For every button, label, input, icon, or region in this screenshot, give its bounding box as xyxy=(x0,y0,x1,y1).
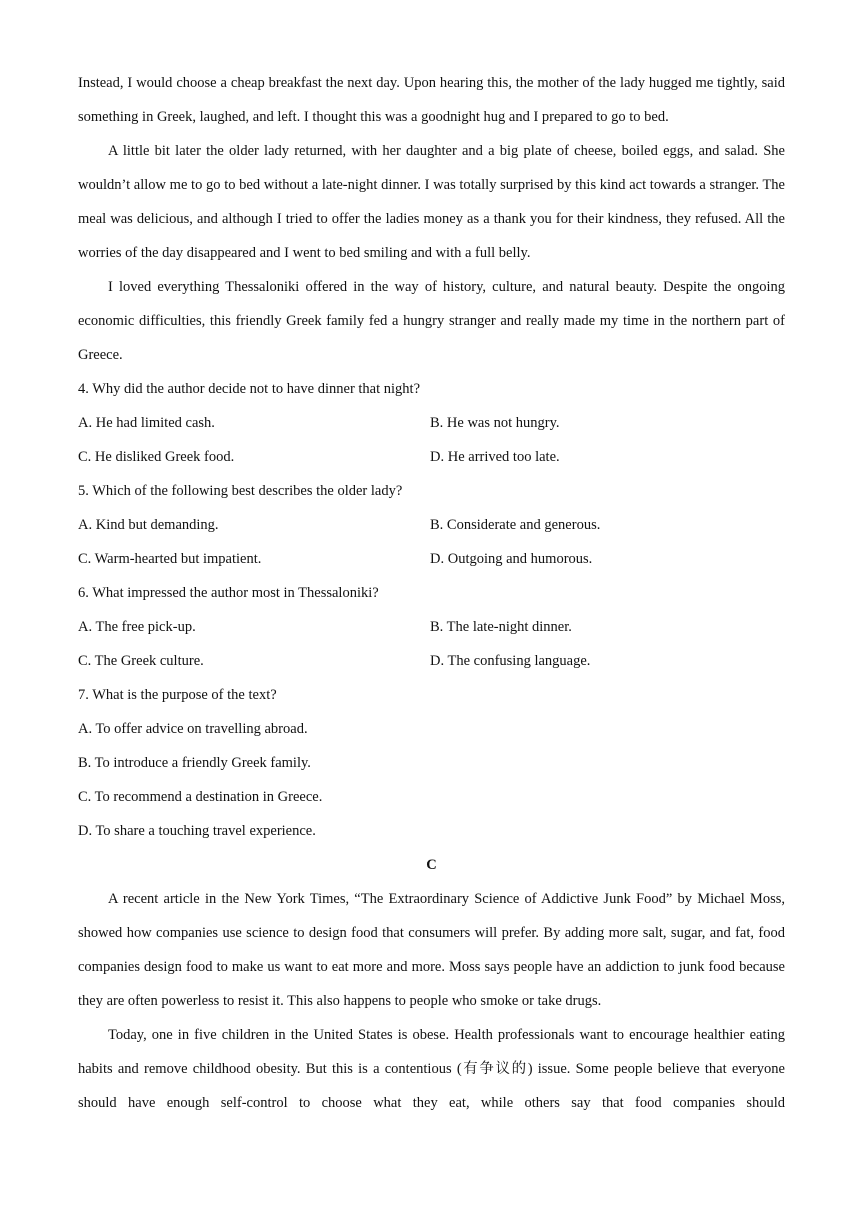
option-a: A. He had limited cash. xyxy=(78,415,215,431)
question-5 xyxy=(78,474,785,576)
section-heading: C xyxy=(426,857,437,873)
option-d: D. Outgoing and humorous. xyxy=(430,551,593,567)
option-b: B. To introduce a friendly Greek family. xyxy=(78,755,311,771)
question-6 xyxy=(78,576,785,678)
passage-paragraph: A little bit later the older lady returned, with her daughter and a big plate of cheese, boiled eggs, and salad. She wouldn’t allow me to go to bed without a late-night dinner. I was totally surprised by this kind act towards a stranger. The meal was delicious, and although I tried to offer the ladies money as a thank you for their kindness, they refused. All the worries of the day disappeared and I went to bed smiling and with a full belly. xyxy=(78,143,785,261)
option-c: C. To recommend a destination in Greece. xyxy=(78,789,323,805)
option-a: A. To offer advice on travelling abroad. xyxy=(78,721,308,737)
option-b: B. The late-night dinner. xyxy=(430,619,572,635)
option-b: B. Considerate and generous. xyxy=(430,517,601,533)
question-text: 7. What is the purpose of the text? xyxy=(78,687,277,703)
option-a: A. Kind but demanding. xyxy=(78,517,219,533)
option-d: D. To share a touching travel experience. xyxy=(78,823,316,839)
document-content xyxy=(78,66,785,1120)
passage-paragraph: I loved everything Thessaloniki offered in the way of history, culture, and natural beauty. Despite the ongoing economic difficulties, this friendly Greek family fed a hungry stranger and really made my time in the northern part of Greece. xyxy=(78,279,785,363)
question-text: 6. What impressed the author most in Thessaloniki? xyxy=(78,585,379,601)
option-d: D. He arrived too late. xyxy=(430,449,560,465)
option-b: B. He was not hungry. xyxy=(430,415,560,431)
passage-paragraph: A recent article in the New York Times, “The Extraordinary Science of Addictive Junk Food” by Michael Moss, showed how companies use science to design food that consumers will prefer. By adding more salt, sugar, and fat, food companies design food to make us want to eat more and more. Moss says people have an addiction to junk food because they are often powerless to resist it. This also happens to people who smoke or take drugs. xyxy=(78,891,785,1009)
question-7 xyxy=(78,678,785,848)
passage-paragraph: Today, one in five children in the United States is obese. Health professionals want to encourage healthier eating habits and remove childhood obesity. But this is a contentious (有争议的) issue. Some people believe that everyone should have enough self-control to choose what they eat, while others say that food companies should xyxy=(78,1027,785,1111)
option-c: C. Warm-hearted but impatient. xyxy=(78,551,262,567)
option-d: D. The confusing language. xyxy=(430,653,591,669)
question-4 xyxy=(78,372,785,474)
question-text: 5. Which of the following best describes the older lady? xyxy=(78,483,403,499)
question-text: 4. Why did the author decide not to have dinner that night? xyxy=(78,381,421,397)
passage-paragraph: Instead, I would choose a cheap breakfast the next day. Upon hearing this, the mother of the lady hugged me tightly, said something in Greek, laughed, and left. I thought this was a goodnight hug and I prepared to go to bed. xyxy=(78,75,785,125)
option-c: C. The Greek culture. xyxy=(78,653,204,669)
option-a: A. The free pick-up. xyxy=(78,619,196,635)
option-c: C. He disliked Greek food. xyxy=(78,449,235,465)
